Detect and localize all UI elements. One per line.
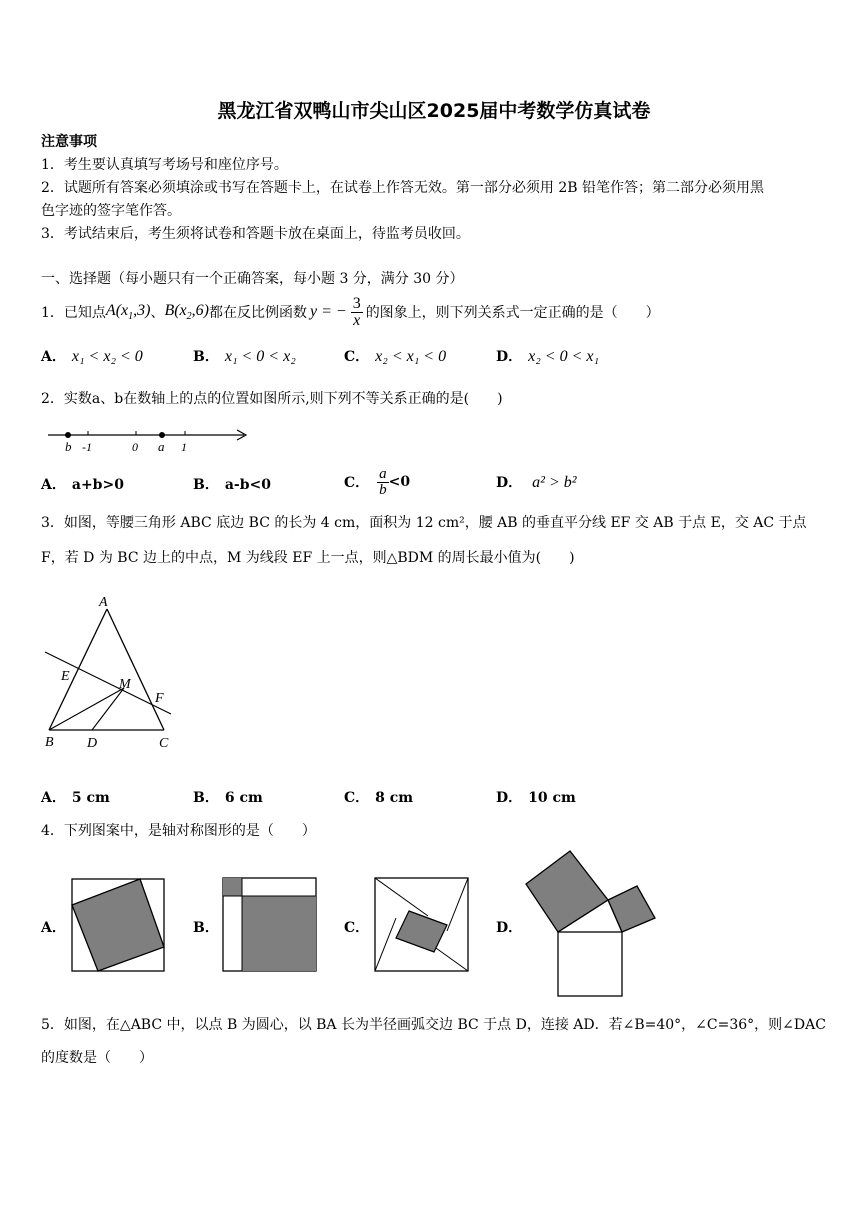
- q3-option-d: D． 10 cm: [496, 790, 576, 806]
- label-one: 1: [181, 440, 187, 454]
- point-d: D: [87, 736, 98, 751]
- notice-item-3: 3．考试结束后，考生须将试卷和答题卡放在桌面上，待监考员收回。: [41, 226, 470, 242]
- q1-text-post: 的图象上，则下列关系式一定正确的是（ ）: [365, 305, 660, 321]
- vertex-b: B: [45, 735, 54, 750]
- question-1: [41, 292, 660, 332]
- point-f: F: [155, 691, 164, 706]
- question-number: 1．: [41, 305, 64, 321]
- q4-figure-a: [70, 877, 166, 973]
- q1-option-d: D． x₂ < 0 < x₁: [496, 348, 600, 365]
- label-minus-one: -1: [82, 440, 92, 454]
- label-b: b: [65, 439, 72, 454]
- question-5-line1: 5．如图，在△ABC 中，以点 B 为圆心，以 BA 长为半径画弧交边 BC 于点 D，连接 AD．若∠B=40°，∠C=36°，则∠DAC: [41, 1017, 826, 1033]
- q1-point-b: $B(x_2,6)$: [164, 301, 209, 323]
- q1-option-a: A． x₁ < x₂ < 0: [41, 348, 143, 365]
- notice-item-2-cont: 色字迹的签字笔作答。: [41, 203, 181, 219]
- q4-option-b-label: B．: [193, 920, 219, 936]
- section-heading: 一、选择题（每小题只有一个正确答案，每小题 3 分，满分 30 分）: [41, 271, 464, 287]
- q3-option-b: B． 6 cm: [193, 790, 263, 806]
- q3-option-a: A． 5 cm: [41, 790, 110, 806]
- question-4: 4．下列图案中，是轴对称图形的是（ ）: [41, 823, 316, 839]
- q1-text-pre: 已知点: [63, 305, 106, 321]
- q4-option-d-label: D．: [496, 920, 523, 936]
- page-title: 黑龙江省双鸭山市尖山区2025届中考数学仿真试卷: [217, 100, 651, 122]
- q3-option-c: C． 8 cm: [344, 790, 414, 806]
- q2-option-c: C． $\frac{a}{b}$ <0: [344, 465, 411, 498]
- notice-item-1: 1．考生要认真填写考场号和座位序号。: [41, 157, 288, 173]
- q1-point-a: $A(x_1,3)$: [105, 301, 151, 323]
- notice-heading: 注意事项: [41, 134, 97, 150]
- q4-figure-c: [373, 876, 470, 973]
- q2-option-d: D． a² > b²: [496, 474, 577, 491]
- notice-item-2: 2．试题所有答案必须填涂或书写在答题卡上，在试卷上作答无效。第一部分必须用 2B 铅笔作答；第二部分必须用黑: [41, 180, 764, 196]
- triangle-figure: [40, 592, 190, 752]
- vertex-c: C: [159, 736, 169, 751]
- q4-option-a-label: A．: [41, 920, 66, 936]
- q1-option-b: B． x₁ < 0 < x₂: [193, 348, 296, 365]
- point-m: M: [119, 677, 131, 692]
- point-e: E: [61, 669, 70, 684]
- q2-option-a: A． a+b>0: [41, 477, 124, 493]
- q1-text-mid: 都在反比例函数: [208, 305, 307, 321]
- q2-option-b: B． a-b<0: [193, 477, 271, 493]
- q4-figure-b: [221, 876, 318, 973]
- question-3-line1: 3．如图，等腰三角形 ABC 底边 BC 的长为 4 cm，面积为 12 cm²，腰 AB 的垂直平分线 EF 交 AB 于点 E，交 AC 于点: [41, 515, 807, 531]
- q1-option-c: C． x₂ < x₁ < 0: [344, 348, 447, 365]
- label-zero: 0: [132, 440, 138, 454]
- number-line-figure: [44, 424, 254, 458]
- question-5-line2: 的度数是（ ）: [41, 1050, 153, 1066]
- q4-figure-d: [522, 848, 662, 1000]
- question-2: 2．实数a、b在数轴上的点的位置如图所示,则下列不等关系正确的是( ): [41, 391, 503, 407]
- question-3-line2: F，若 D 为 BC 边上的中点，M 为线段 EF 上一点，则△BDM 的周长最小值为( ): [41, 550, 575, 566]
- label-a: a: [158, 439, 165, 454]
- q1-function: y = − $\frac{3}{x}$: [309, 294, 361, 329]
- q4-option-c-label: C．: [344, 920, 370, 936]
- q1-separator: 、: [150, 305, 165, 321]
- vertex-a: A: [99, 595, 108, 610]
